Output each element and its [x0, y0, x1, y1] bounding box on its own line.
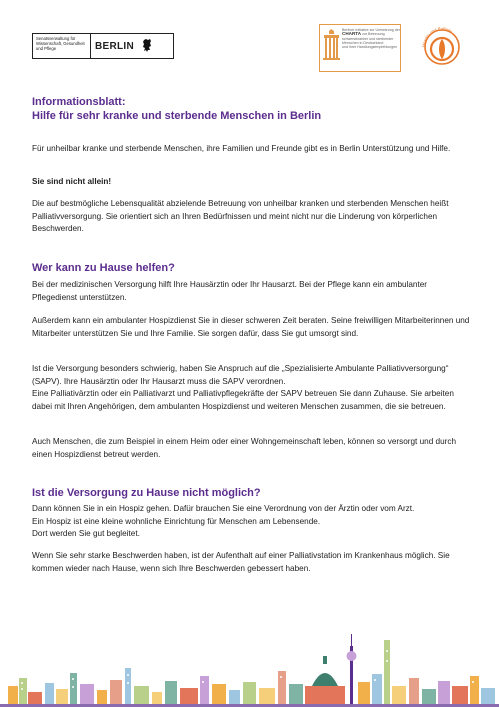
- section1-paragraph-2: Außerdem kann ein ambulanter Hospizdienst Sie in dieser schweren Zeit beraten. Seine freiwilligen Mitarbeiterinnen und Mitarbeiter unterstützen Sie und Ihre Familie. Sie sorgen dafür, dass Sie gut umsorgt sind.: [32, 316, 470, 338]
- section1-paragraph-1: Bei der medizinischen Versorgung hilft Ihre Hausärztin oder Ihr Hausarzt. Bei der Pflege kann ein ambulanter Pflegedienst unterstützen.: [32, 280, 428, 302]
- section1-paragraph-3: Ist die Versorgung besonders schwierig, haben Sie Anspruch auf die „Spezialisierte Ambulante Palliativversorgung“ (SAPV). Ihre Hausärztin oder Ihr Hausarzt muss die SAPV verordnen. Eine Palliativärztin oder ein Palliativarzt und Palliativpflegekräfte der SAPV betreuen Sie dann Zuhause. Sie arbeiten dabei mit Ihren Angehörigen, dem ambulanten Hospizdienst und weiteren Menschen zusammen, die sie betreuen.: [32, 364, 454, 411]
- charta-initiative-logo: [319, 24, 401, 72]
- intro-paragraph-1: Für unheilbar kranke und sterbende Menschen, ihre Familien und Freunde gibt es in Berlin Unterstützung und Hilfe.: [32, 144, 451, 153]
- senate-department-name: Senatsverwaltung für Wissenschaft, Gesundheit und Pflege: [33, 34, 91, 58]
- berlin-bear-icon: [138, 34, 153, 58]
- title-line-2: Hilfe für sehr kranke und sterbende Menschen in Berlin: [32, 110, 322, 122]
- charta-text: Berliner Initiative zur Umsetzung der CHARTA zur Betreuung schwerstkranker und sterbender Menschen in Deutschland und ihrer Handlungsempfehlungen: [342, 28, 400, 50]
- page-title: [32, 95, 472, 123]
- section-heading-home-help: Wer kann zu Hause helfen?: [32, 262, 175, 274]
- berlin-wordmark: BERLIN: [95, 40, 135, 52]
- intro-paragraph-2: Die auf bestmögliche Lebensqualität abzielende Betreuung von unheilbar kranken und sterbenden Menschen heißt Palliativversorgung. Sie orientiert sich an Ihren Bedürfnissen und meint nicht nur die Linderung von körperlichen Beschwerden.: [32, 199, 449, 234]
- section2-paragraph-1: Dann können Sie in ein Hospiz gehen. Dafür brauchen Sie eine Verordnung von der Ärztin oder vom Arzt. Ein Hospiz ist eine kleine wohnliche Einrichtung für Menschen am Lebensende. Dort werden Sie gut begleitet.: [32, 504, 415, 539]
- section1-paragraph-4: Auch Menschen, die zum Beispiel in einem Heim oder einer Wohngemeinschaft leben, können so versorgt und durch einen Hospizdienst betreut werden.: [32, 437, 457, 459]
- intro-emphasis: Sie sind nicht allein!: [32, 177, 112, 186]
- brandenburg-gate-icon: [323, 29, 340, 67]
- berlin-skyline-illustration: [0, 626, 499, 707]
- berlin-senate-logo: [32, 33, 174, 59]
- title-line-1: Informationsblatt:: [32, 96, 126, 108]
- orange-logo-text: Hospiz- und Palliativ: [420, 25, 454, 48]
- section-heading-no-home-care: Ist die Versorgung zu Hause nicht möglich?: [32, 487, 261, 499]
- section2-paragraph-2: Wenn Sie sehr starke Beschwerden haben, ist der Aufenthalt auf einer Palliativstation im Krankenhaus möglich. Sie kommen wieder nach Hause, wenn sich Ihre Beschwerden gebessert haben.: [32, 551, 450, 573]
- hospiz-palliativ-logo: [417, 22, 467, 72]
